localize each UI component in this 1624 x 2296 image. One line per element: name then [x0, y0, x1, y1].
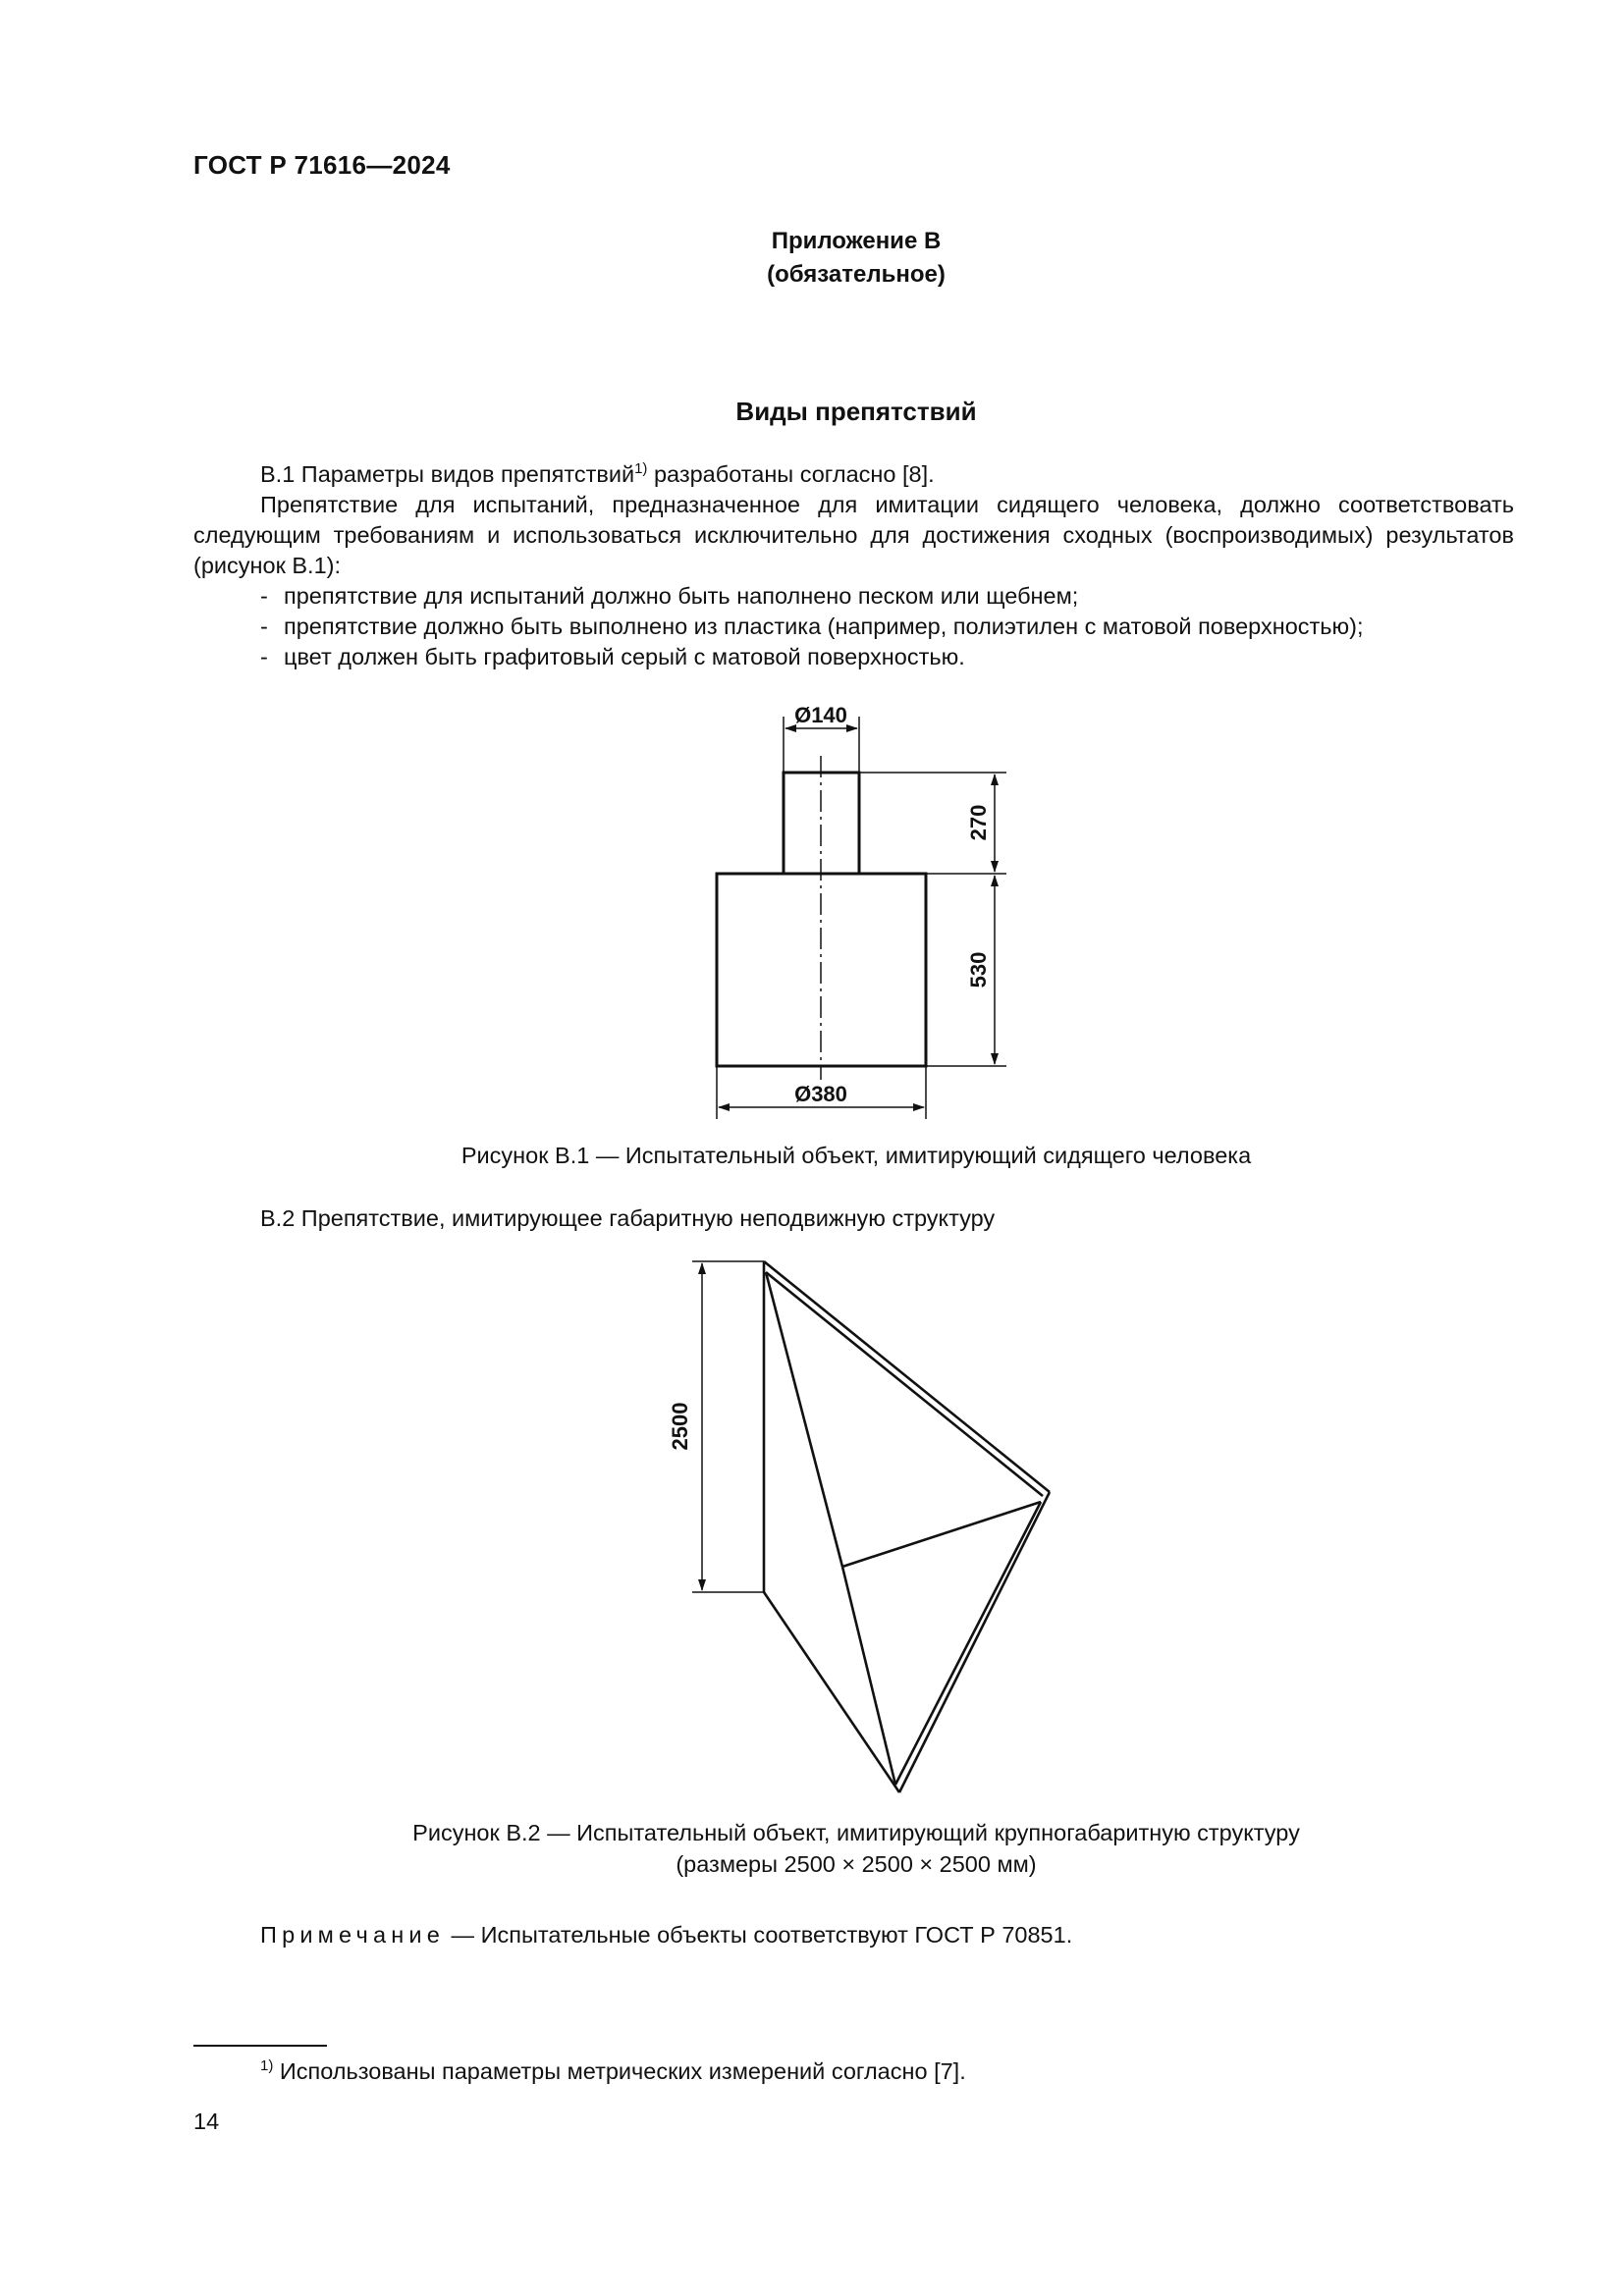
footnote-text: Использованы параметры метрических измерений согласно [7]. — [273, 2058, 966, 2084]
figure-b2-caption-line2: (размеры 2500 × 2500 × 2500 мм) — [676, 1851, 1037, 1877]
section-b2 — [193, 1203, 1514, 1234]
clause-b2-heading: В.2 Препятствие, имитирующее габаритную неподвижную структуру — [260, 1205, 996, 1231]
page-number: 14 — [193, 2109, 220, 2134]
dim-top-diameter: Ø140 — [794, 703, 847, 727]
edge-inner-cross — [842, 1502, 1041, 1567]
dim-upper-height: 270 — [966, 804, 991, 841]
note-label: Примечание — [260, 1922, 446, 1948]
list-item: - цвет должен быть графитовый серый с матовой поверхностью. — [260, 644, 965, 669]
section-title: Виды препятствий — [735, 397, 977, 426]
tetrahedron-outline — [764, 1261, 1050, 1792]
dim-bottom-diameter: Ø380 — [794, 1082, 847, 1106]
edge-top-outer — [764, 1261, 1050, 1492]
document-id: ГОСТ Р 71616—2024 — [193, 150, 451, 180]
annex-status: (обязательное) — [767, 261, 946, 288]
list-item: - препятствие для испытаний должно быть наполнено песком или щебнем; — [260, 583, 1079, 609]
footnote-reference: 1) — [634, 460, 648, 477]
annex-title: Приложение В — [771, 228, 942, 254]
footnote — [260, 2058, 966, 2085]
dim-height: 2500 — [668, 1402, 692, 1451]
clause-b1-heading: В.1 Параметры видов препятствий$^{1)}$ разработаны согласно [8]. — [260, 460, 935, 487]
footnote-separator — [193, 2045, 327, 2047]
edge-lower-right-inner — [895, 1502, 1041, 1785]
list-item: - препятствие должно быть выполнено из пластика (например, полиэтилен с матовой поверхностью); — [260, 614, 1364, 639]
figure-b1-caption: Рисунок В.1 — Испытательный объект, имитирующий сидящего человека — [460, 1143, 1252, 1168]
edge-inner-lower — [842, 1567, 895, 1785]
dim-lower-height: 530 — [966, 951, 991, 988]
figure-b2-caption-line1: Рисунок В.2 — Испытательный объект, имитирующий крупногабаритную структуру — [412, 1820, 1300, 1845]
upper-cylinder-outline — [784, 773, 859, 874]
edge-lower-left — [764, 1592, 899, 1792]
clause-b1-paragraph: Препятствие для испытаний, предназначенное для имитации сидящего человека, должно соответствовать следующим требованиям и использоваться исключительно для достижения сходных (воспроизводимых) результатов (рисунок В.1): — [193, 492, 1514, 578]
footnote-mark: 1) — [260, 2057, 274, 2074]
note-text: — Испытательные объекты соответствуют ГОСТ Р 70851. — [445, 1922, 1073, 1948]
note — [260, 1922, 1072, 1949]
edge-lower-right-outer — [899, 1492, 1050, 1792]
edge-top-inner — [766, 1272, 1043, 1496]
